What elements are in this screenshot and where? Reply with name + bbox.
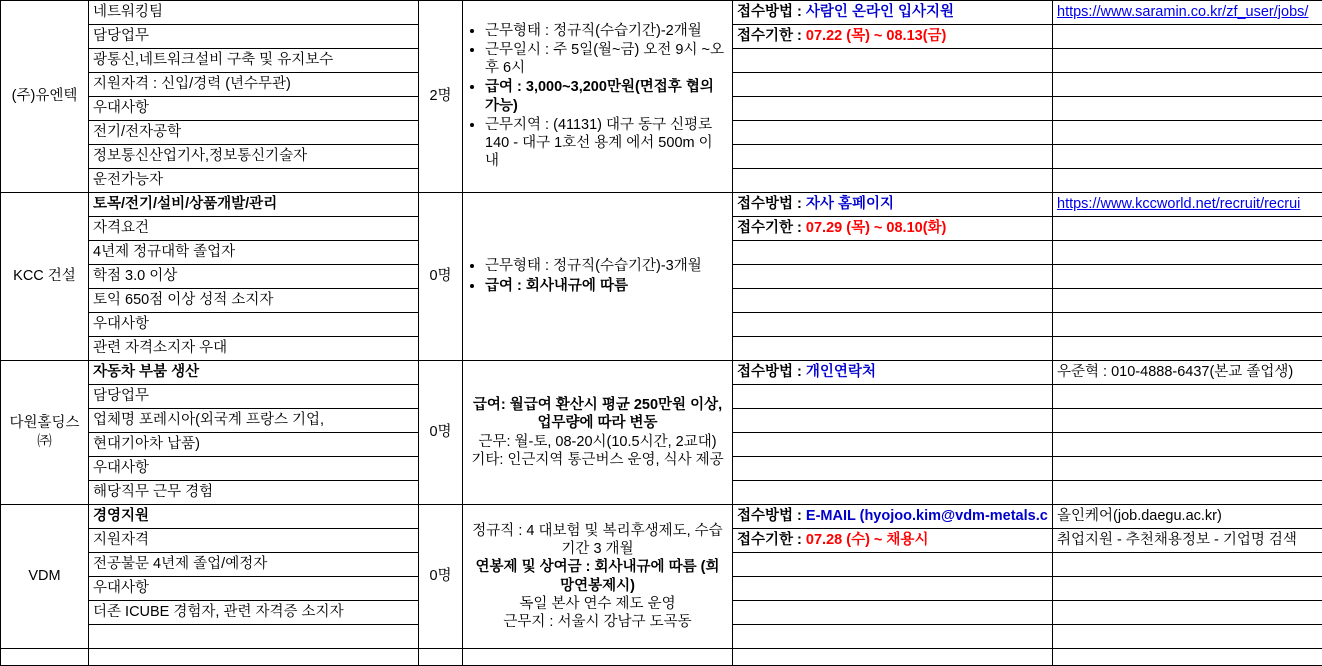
link-line [1053, 409, 1322, 433]
apply-label: 접수방법 : [737, 364, 806, 380]
detail-line: 4년제 정규대학 졸업자 [89, 241, 418, 265]
company-name-cell: KCC 건설 [1, 193, 89, 361]
detail-line: 우대사항 [89, 577, 418, 601]
apply-label: 접수방법 : [737, 508, 806, 524]
link-line [1053, 385, 1322, 409]
detail-line: 담당업무 [89, 25, 418, 49]
link-line [1053, 217, 1322, 241]
apply-value: 자사 홈페이지 [806, 196, 894, 212]
apply-line [733, 49, 1052, 73]
detail-line: 토목/전기/설비/상품개발/관리 [89, 193, 418, 217]
apply-label: 접수방법 : [737, 4, 806, 20]
link-line [1053, 577, 1322, 601]
detail-line: 정보통신산업기사,정보통신기술자 [89, 145, 418, 169]
job-details-cell [89, 193, 419, 361]
table-row [1, 193, 1322, 361]
table-row [1, 505, 1322, 649]
apply-line [733, 601, 1052, 625]
detail-line: 자동차 부붐 생산 [89, 361, 418, 385]
condition-item: • 급여 : 회사내규에 따름 [485, 277, 726, 295]
headcount-cell: 0명 [419, 505, 463, 649]
condition-item: • 근무형태 : 정규직(수습기간)-3개월 [485, 257, 726, 275]
apply-line [733, 289, 1052, 313]
link-cell [1053, 361, 1322, 505]
link-line [1053, 241, 1322, 265]
table-row-partial [1, 649, 1322, 666]
apply-value: 07.28 (수) ~ 채용시 [806, 532, 929, 548]
link-cell [1053, 649, 1322, 666]
job-posting-link[interactable]: https://www.kccworld.net/recruit/recrui [1057, 196, 1300, 212]
apply-label: 접수기한 : [737, 28, 806, 44]
link-line [1053, 145, 1322, 169]
apply-line [733, 481, 1052, 505]
table-row [1, 1, 1322, 193]
apply-line [733, 97, 1052, 121]
detail-line: 학점 3.0 이상 [89, 265, 418, 289]
conditions-cell [463, 505, 733, 649]
condition-item: 급여: 월급여 환산시 평균 250만원 이상, 업무량에 따라 변동 [469, 396, 726, 432]
apply-line [733, 217, 1052, 241]
headcount-cell: 0명 [419, 193, 463, 361]
detail-line: 우대사항 [89, 457, 418, 481]
detail-line: 토익 650점 이상 성적 소지자 [89, 289, 418, 313]
link-line [1053, 481, 1322, 505]
link-cell [1053, 193, 1322, 361]
apply-line [733, 625, 1052, 649]
condition-item: • 급여 : 3,000~3,200만원(면접후 협의가능) [485, 78, 726, 114]
company-name-cell: VDM [1, 505, 89, 649]
detail-line: 전기/전자공학 [89, 121, 418, 145]
condition-item: 연봉제 및 상여금 : 회사내규에 따름 (희망연봉제시) [469, 558, 726, 594]
apply-line [733, 169, 1052, 193]
condition-item: • 근무일시 : 주 5일(월~금) 오전 9시 ~오후 6시 [485, 41, 726, 77]
detail-line: 지원자격 : 신입/경력 (년수무관) [89, 73, 418, 97]
conditions-cell [463, 193, 733, 361]
link-line [1053, 553, 1322, 577]
link-line [1053, 625, 1322, 649]
headcount-cell: 2명 [419, 1, 463, 193]
company-name-cell: 다원홀딩스㈜ [1, 361, 89, 505]
apply-label: 접수방법 : [737, 196, 806, 212]
apply-line [733, 433, 1052, 457]
conditions-cell [463, 1, 733, 193]
apply-label: 접수기한 : [737, 220, 806, 236]
detail-line: 더존 ICUBE 경험자, 관련 자격증 소지자 [89, 601, 418, 625]
link-line [1053, 265, 1322, 289]
apply-line [733, 457, 1052, 481]
job-posting-link[interactable]: https://www.saramin.co.kr/zf_user/jobs/ [1057, 4, 1308, 20]
link-line [1053, 337, 1322, 361]
detail-line: 우대사항 [89, 97, 418, 121]
apply-line [733, 313, 1052, 337]
apply-line [733, 145, 1052, 169]
job-details-cell [89, 649, 419, 666]
detail-line [89, 625, 418, 649]
detail-line: 관련 자격소지자 우대 [89, 337, 418, 361]
apply-line [733, 193, 1052, 217]
detail-line: 지원자격 [89, 529, 418, 553]
conditions-cell [463, 649, 733, 666]
apply-line [733, 505, 1052, 529]
link-line [1053, 73, 1322, 97]
link-line [1053, 289, 1322, 313]
conditions-cell [463, 361, 733, 505]
job-details-cell [89, 361, 419, 505]
detail-line: 우대사항 [89, 313, 418, 337]
apply-line [733, 577, 1052, 601]
apply-line [733, 385, 1052, 409]
apply-value: 개인연락처 [806, 364, 876, 380]
condition-item: • 근무형태 : 정규직(수습기간)-2개월 [485, 22, 726, 40]
detail-line: 네트워킹팀 [89, 1, 418, 25]
detail-line: 경영지원 [89, 505, 418, 529]
apply-line [733, 265, 1052, 289]
condition-item: 독일 본사 연수 제도 운영 [469, 595, 726, 613]
company-name-cell: (주)유엔텍 [1, 1, 89, 193]
headcount-cell: 0명 [419, 361, 463, 505]
apply-line [733, 529, 1052, 553]
apply-line [733, 361, 1052, 385]
link-line: 취업지원 - 추천채용정보 - 기업명 검색 [1053, 529, 1322, 553]
link-line [1053, 25, 1322, 49]
application-method-cell [733, 361, 1053, 505]
link-line [1053, 121, 1322, 145]
link-line [1053, 1, 1322, 25]
link-line [1053, 313, 1322, 337]
company-name-cell [1, 649, 89, 666]
link-line: 올인케어(job.daegu.ac.kr) [1053, 505, 1322, 529]
link-line [1053, 169, 1322, 193]
apply-value: E-MAIL (hyojoo.kim@vdm-metals.c [806, 508, 1048, 524]
apply-line [733, 409, 1052, 433]
headcount-cell [419, 649, 463, 666]
link-line [1053, 601, 1322, 625]
link-line [1053, 433, 1322, 457]
detail-line: 광통신,네트워크설비 구축 및 유지보수 [89, 49, 418, 73]
application-method-cell [733, 193, 1053, 361]
detail-line: 해당직무 근무 경험 [89, 481, 418, 505]
link-line [1053, 457, 1322, 481]
detail-line: 담당업무 [89, 385, 418, 409]
job-details-cell [89, 1, 419, 193]
apply-value: 사람인 온라인 입사지원 [806, 4, 954, 20]
detail-line: 자격요건 [89, 217, 418, 241]
apply-value: 07.22 (목) ~ 08.13(금) [806, 28, 946, 44]
condition-item: 근무지 : 서울시 강남구 도곡동 [469, 613, 726, 631]
apply-line [733, 121, 1052, 145]
detail-line: 업체명 포레시아(외국계 프랑스 기업, [89, 409, 418, 433]
apply-line [733, 553, 1052, 577]
condition-item: 정규직 : 4 대보험 및 복리후생제도, 수습기간 3 개월 [469, 522, 726, 558]
application-method-cell [733, 649, 1053, 666]
application-method-cell [733, 1, 1053, 193]
link-cell [1053, 505, 1322, 649]
condition-item: 기타: 인근지역 통근버스 운영, 식사 제공 [469, 451, 726, 469]
apply-line [733, 337, 1052, 361]
link-line [1053, 97, 1322, 121]
detail-line: 전공불문 4년제 졸업/예정자 [89, 553, 418, 577]
detail-line: 현대기아차 납품) [89, 433, 418, 457]
link-line [1053, 193, 1322, 217]
link-line: 우준혁 : 010-4888-6437(본교 졸업생) [1053, 361, 1322, 385]
condition-item: 근무: 월-토, 08-20시(10.5시간, 2교대) [469, 433, 726, 451]
table-row [1, 361, 1322, 505]
condition-item: • 근무지역 : (41131) 대구 동구 신평로 140 - 대구 1호선 용계 에서 500m 이내 [485, 116, 726, 170]
apply-line [733, 1, 1052, 25]
apply-line [733, 241, 1052, 265]
link-cell [1053, 1, 1322, 193]
job-details-cell [89, 505, 419, 649]
detail-line: 운전가능자 [89, 169, 418, 193]
apply-line [733, 25, 1052, 49]
link-line [1053, 49, 1322, 73]
apply-line [733, 73, 1052, 97]
application-method-cell [733, 505, 1053, 649]
apply-label: 접수기한 : [737, 532, 806, 548]
apply-value: 07.29 (목) ~ 08.10(화) [806, 220, 946, 236]
